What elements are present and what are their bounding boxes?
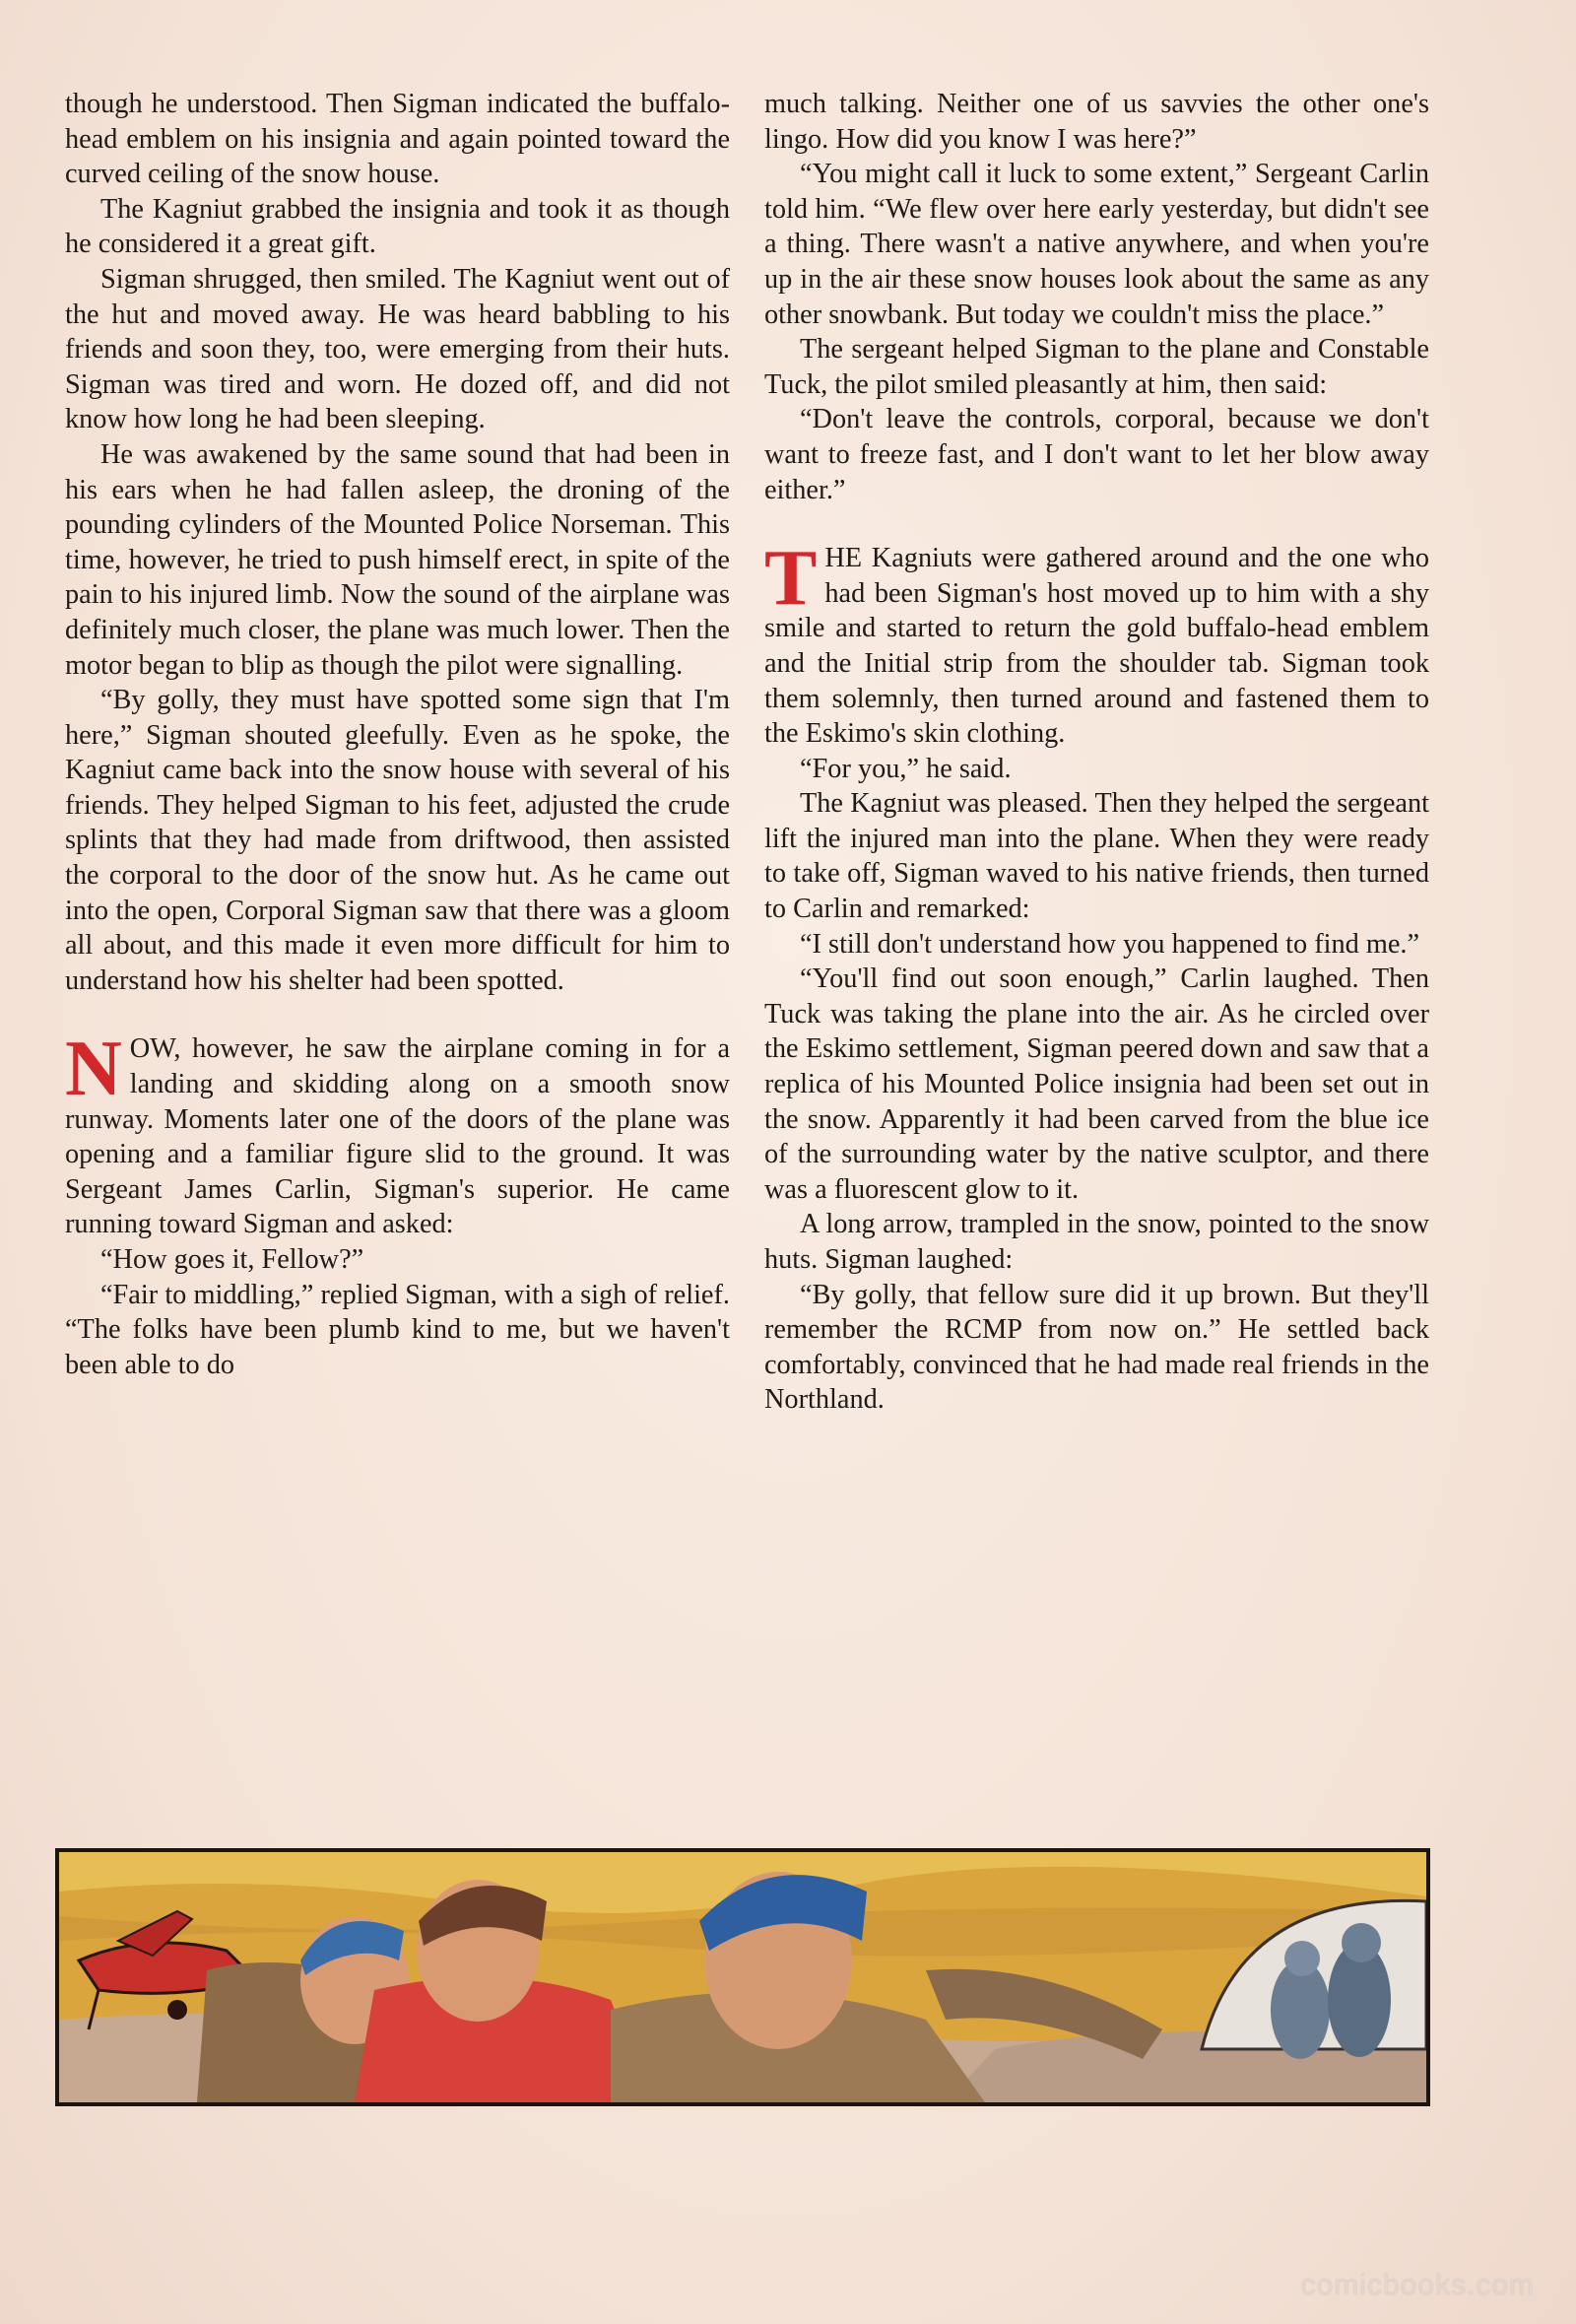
drop-cap-initial: T [764,535,818,623]
paragraph: “You'll find out soon enough,” Carlin laughed. Then Tuck was taking the plane into the air. As he circled over the Eskimo settlement, Sigman peered down and saw that a replica of his Mounted Police insignia had been set out in the snow. Apparently it had been carved from the blue ice of the surrounding water by the native sculptor, and there was a fluorescent glow to it. [764,963,1429,1205]
watermark-text: comicbooks.com [1300,2269,1535,2301]
dropcap-paragraph [65,1026,730,1242]
paragraph: The sergeant helped Sigman to the plane and Constable Tuck, the pilot smiled pleasantly at him, then said: [764,334,1429,400]
paragraph: He was awakened by the same sound that had been in his ears when he had fallen asleep, the droning of the pounding cylinders of the Mounted Police Norseman. This time, however, he tried to push himself erect, in spite of the pain to his injured limb. Now the sound of the airplane was definitely much closer, the plane was much lower. Then the motor began to blip as though the pilot were signalling. [65,438,730,681]
right-text-column [764,87,1429,1418]
paragraph: “Don't leave the controls, corporal, because we don't want to freeze fast, and I don't want to let her blow away either.” [764,404,1429,505]
paragraph-text: OW, however, he saw the airplane coming in for a landing and skidding along on a smooth snow runway. Moments later one of the doors of the plane was opening and a familiar figure slid to the ground. It was Sergeant James Carlin, Sigman's superior. He came running toward Sigman and asked: [65,1033,730,1240]
paragraph: The Kagniut grabbed the insignia and took it as though he considered it a great gift. [65,193,730,260]
left-text-column [65,87,730,1382]
paragraph: A long arrow, trampled in the snow, pointed to the snow huts. Sigman laughed: [764,1209,1429,1275]
paragraph: Sigman shrugged, then smiled. The Kagniut went out of the hut and moved away. He was heard babbling to his friends and soon they, too, were emerging from their huts. Sigman was tired and worn. He dozed off, and did not know how long he had been sleeping. [65,263,730,435]
paragraph: “You might call it luck to some extent,” Sergeant Carlin told him. “We flew over here early yesterday, but didn't see a thing. There wasn't a native anywhere, and when you're up in the air these snow houses look about the same as any other snowbank. But today we couldn't miss the place.” [764,159,1429,330]
paragraph: “For you,” he said. [800,753,1012,784]
panel-artwork [59,1852,1426,2102]
comic-panel-illustration [55,1848,1430,2106]
paragraph: “How goes it, Fellow?” [100,1244,364,1275]
continued-paragraph: though he understood. Then Sigman indicated the buffalo-head emblem on his insignia and again pointed toward the curved ceiling of the snow house. [65,89,730,190]
paragraph: “By golly, that fellow sure did it up brown. But they'll remember the RCMP from now on.” He settled back comfortably, convinced that he had made real friends in the Northland. [764,1279,1429,1416]
dropcap-paragraph [764,535,1429,752]
paragraph: “Fair to middling,” replied Sigman, with a sigh of relief. “The folks have been plumb kind to me, but we haven't been able to do [65,1279,730,1380]
paragraph: “I still don't understand how you happened to find me.” [800,928,1420,960]
drop-cap-initial: N [65,1026,122,1113]
paragraph: “By golly, they must have spotted some sign that I'm here,” Sigman shouted gleefully. Even as he spoke, the Kagniut came back into the snow house with several of his friends. They helped Sigman to his feet, adjusted the crude splints that they had made from driftwood, then assisted the corporal to the door of the snow hut. As he came out into the open, Corporal Sigman saw that there was a gloom all about, and this made it even more difficult for him to understand how his shelter had been spotted. [65,685,730,996]
paragraph: The Kagniut was pleased. Then they helped the sergeant lift the injured man into the plane. When they were ready to take off, Sigman waved to his native friends, then turned to Carlin and remarked: [764,788,1429,925]
continued-paragraph: much talking. Neither one of us savvies the other one's lingo. How did you know I was here?” [764,89,1429,155]
paragraph-text: HE Kagniuts were gathered around and the one who had been Sigman's host moved up to him with a shy smile and started to return the gold buffalo-head emblem and the Initial strip from the shoulder tab. Sigman took them solemnly, then turned around and fastened them to the Eskimo's skin clothing. [764,543,1429,750]
